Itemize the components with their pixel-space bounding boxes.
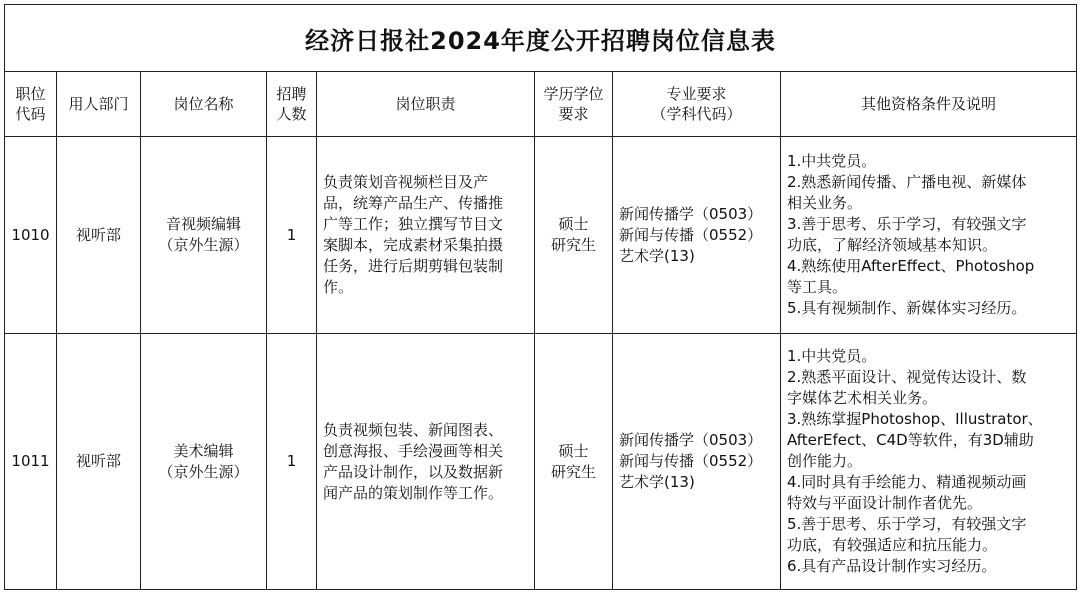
- header-count: 招聘 人数: [267, 72, 317, 137]
- cell-major: 新闻传播学（0503） 新闻与传播（0552） 艺术学(13): [613, 137, 781, 334]
- cell-dept: 视听部: [57, 137, 141, 334]
- header-edu: 学历学位 要求: [535, 72, 613, 137]
- header-major: 专业要求 （学科代码）: [613, 72, 781, 137]
- header-dept: 用人部门: [57, 72, 141, 137]
- cell-dept: 视听部: [57, 334, 141, 590]
- cell-duty: 负责视频包装、新闻图表、 创意海报、手绘漫画等相关 产品设计制作，以及数据新 闻产品的策划制作等工作。: [317, 334, 535, 590]
- table-row: [5, 137, 1077, 334]
- header-row: [5, 72, 1077, 137]
- cell-code: 1011: [5, 334, 57, 590]
- recruitment-table-page: [4, 4, 1076, 592]
- cell-edu: 硕士 研究生: [535, 334, 613, 590]
- cell-count: 1: [267, 137, 317, 334]
- recruitment-table: [4, 4, 1077, 590]
- header-duty: 岗位职责: [317, 72, 535, 137]
- header-other: 其他资格条件及说明: [781, 72, 1077, 137]
- cell-code: 1010: [5, 137, 57, 334]
- cell-other: 1.中共党员。 2.熟悉新闻传播、广播电视、新媒体 相关业务。 3.善于思考、乐于学习，有较强文字 功底，了解经济领域基本知识。 4.熟练使用AfterEffect、Photoshop 等工具。 5.具有视频制作、新媒体实习经历。: [781, 137, 1077, 334]
- cell-major: 新闻传播学（0503） 新闻与传播（0552） 艺术学(13): [613, 334, 781, 590]
- cell-other: 1.中共党员。 2.熟悉平面设计、视觉传达设计、数 字媒体艺术相关业务。 3.熟练掌握Photoshop、Illustrator、 AfterEfect、C4D等软件，有3D辅助 创作能力。 4.同时具有手绘能力、精通视频动画 特效与平面设计制作者优先。 5.善于思考、乐于学习，有较强文字 功底，有较强适应和抗压能力。 6.具有产品设计制作实习经历。: [781, 334, 1077, 590]
- header-code: 职位 代码: [5, 72, 57, 137]
- cell-edu: 硕士 研究生: [535, 137, 613, 334]
- table-title: 经济日报社2024年度公开招聘岗位信息表: [5, 5, 1077, 72]
- cell-duty: 负责策划音视频栏目及产 品，统筹产品生产、传播推 广等工作；独立撰写节目文 案脚本，完成素材采集拍摄 任务，进行后期剪辑包装制 作。: [317, 137, 535, 334]
- cell-post: 美术编辑 （京外生源）: [141, 334, 267, 590]
- header-post: 岗位名称: [141, 72, 267, 137]
- table-row: [5, 334, 1077, 590]
- cell-count: 1: [267, 334, 317, 590]
- cell-post: 音视频编辑 （京外生源）: [141, 137, 267, 334]
